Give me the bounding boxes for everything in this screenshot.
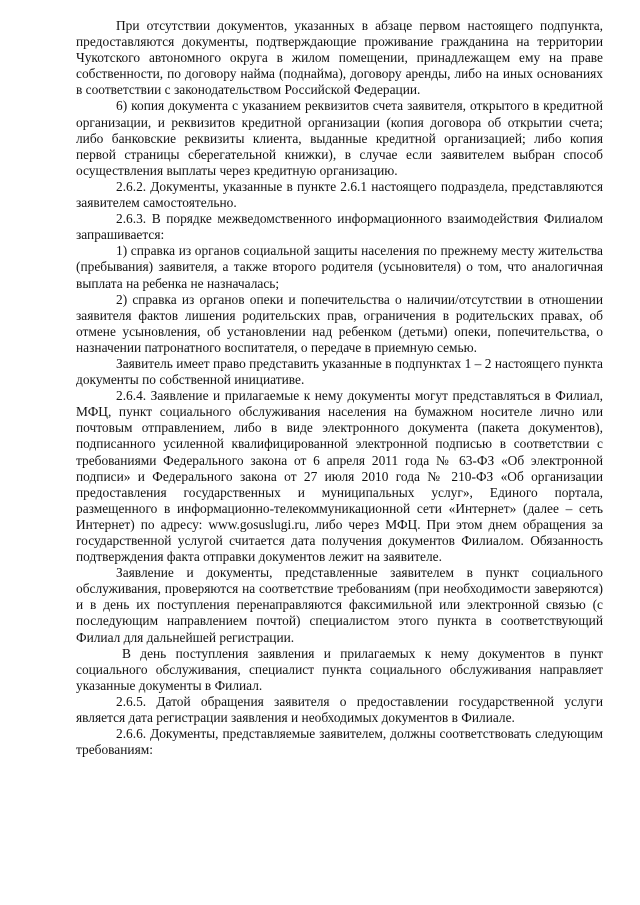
paragraph-residence-documents: При отсутствии документов, указанных в абзаце первом настоящего подпункта, предоставляются документы, подтверждающие проживание гражданина на территории Чукотского автономного округа в жилом помещении, принадлежащем ему на праве собственности, по договору найма (поднайма), договору аренды, либо на иных основаниях в соответствии с законодательством Российской Федерации. [76,18,603,98]
paragraph-bank-account-copy: 6) копия документа с указанием реквизитов счета заявителя, открытого в кредитной организации, и реквизитов кредитной организации (копия договора об открытии счета; либо банковские реквизиты клиента, выданные кредитной организацией; либо копия первой страницы сберегательной книжки), в случае если заявителем выбран способ осуществления выплаты через кредитную организацию. [76,98,603,178]
paragraph-2-6-3: 2.6.3. В порядке межведомственного информационного взаимодействия Филиалом запрашивается: [76,211,603,243]
paragraph-applicant-right: Заявитель имеет право представить указанные в подпунктах 1 – 2 настоящего пункта документы по собственной инициативе. [76,355,603,388]
paragraph-2-6-4: 2.6.4. Заявление и прилагаемые к нему документы могут представляться в Филиал, МФЦ, пункт социального обслуживания населения на бумажном носителе лично или почтовым отправлением, либо в виде электронного документа (пакета документов), подписанного усиленной квалифицированной электронной подписью в соответствии с требованиями Федерального закона от 6 апреля 2011 года № 63-ФЗ «Об электронной подписи» и Федерального закона от 27 июля 2010 года № 210-ФЗ «Об организации предоставления государственных и муниципальных услуг», Единого портала, размещенного в информационно-телекоммуникационной сети «Интернет» (далее – сеть Интернет) по адресу: www.gosuslugi.ru, либо через МФЦ. При этом днем обращения за государственной услугой считается дата получения документов Филиалом. Обязанность подтверждения факта отправки документов лежит на заявителе. [76,388,603,565]
paragraph-guardianship-certificate: 2) справка из органов опеки и попечительства о наличии/отсутствии в отношении заявителя фактов лишения родительских прав, ограничения в родительских правах, об отмене усыновления, об установлении над ребенком (детьми) опеки, попечительства, о назначении патронатного воспитателя, о передаче в приемную семью. [76,291,603,355]
paragraph-social-protection-certificate: 1) справка из органов социальной защиты населения по прежнему месту жительства (пребывания) заявителя, а также второго родителя (усыновителя) о том, что аналогичная выплата на ребенка не назначалась; [76,243,603,291]
paragraph-2-6-2: 2.6.2. Документы, указанные в пункте 2.6.1 настоящего подраздела, представляются заявителем самостоятельно. [76,178,603,211]
paragraph-service-point-check: Заявление и документы, представленные заявителем в пункт социального обслуживания, проверяются на соответствие требованиям (при необходимости заверяются) и в день их поступления перенаправляются факсимильной или электронной связью (с последующим направлением почтой) специалистом этого пункта в соответствующий Филиал для дальнейшей регистрации. [76,565,603,645]
paragraph-2-6-5: 2.6.5. Датой обращения заявителя о предоставлении государственной услуги является дата регистрации заявления и необходимых документов в Филиале. [76,693,603,726]
paragraph-same-day-forwarding: В день поступления заявления и прилагаемых к нему документов в пункт социального обслуживания, специалист пункта социального обслуживания направляет указанные документы в Филиал. [76,645,603,693]
document-page [76,18,603,758]
paragraph-2-6-6: 2.6.6. Документы, представляемые заявителем, должны соответствовать следующим требованиям: [76,726,603,758]
